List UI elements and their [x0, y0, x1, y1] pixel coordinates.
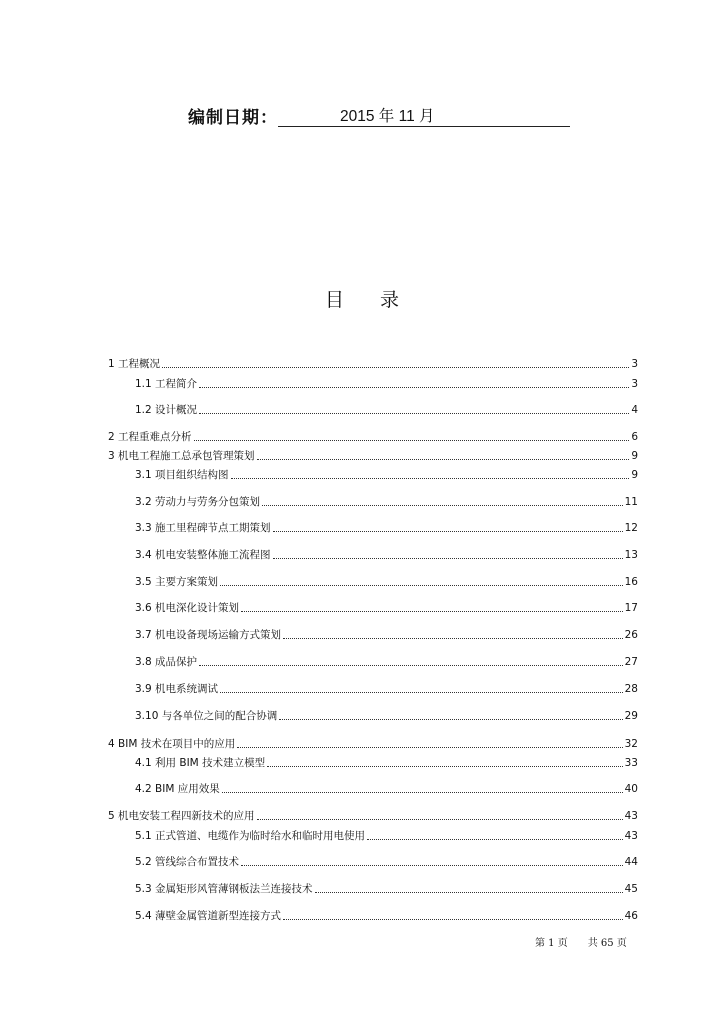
- current-page-number: 第 1 页: [535, 938, 568, 949]
- toc-title: [0, 288, 724, 312]
- toc-entry[interactable]: [135, 628, 638, 642]
- toc-entry-page: 40: [624, 783, 638, 795]
- toc-entry-page: 6: [631, 431, 638, 443]
- toc-entry-page: 28: [624, 683, 638, 695]
- toc-dot-leader: [273, 530, 623, 532]
- toc-entry[interactable]: [135, 601, 638, 615]
- toc-entry[interactable]: [135, 521, 638, 535]
- toc-dot-leader: [241, 610, 623, 612]
- toc-entry-label: 3.7 机电设备现场运输方式策划: [135, 629, 282, 641]
- toc-dot-leader: [279, 718, 622, 720]
- toc-entry[interactable]: [135, 495, 638, 509]
- toc-entry-page: 43: [624, 830, 638, 842]
- toc-entry-label: 1.2 设计概况: [135, 404, 198, 416]
- toc-entry-label: 3.8 成品保护: [135, 656, 198, 668]
- toc-entry-label: 4.2 BIM 应用效果: [135, 783, 220, 795]
- toc-entry-page: 9: [631, 469, 638, 481]
- toc-entry-label: 3.5 主要方案策划: [135, 576, 219, 588]
- toc-entry[interactable]: [135, 682, 638, 696]
- toc-entry[interactable]: [135, 575, 638, 589]
- toc-entry-label: 3 机电工程施工总承包管理策划: [108, 450, 255, 462]
- toc-entry[interactable]: [135, 377, 638, 391]
- toc-entry[interactable]: [108, 449, 638, 463]
- toc-entry[interactable]: [135, 829, 638, 843]
- toc-dot-leader: [241, 864, 623, 866]
- toc-entry[interactable]: [135, 709, 638, 723]
- toc-entry-label: 5.1 正式管道、电缆作为临时给水和临时用电使用: [135, 830, 366, 842]
- toc-entry-label: 5 机电安装工程四新技术的应用: [108, 810, 255, 822]
- toc-dot-leader: [237, 746, 622, 748]
- toc-entry-label: 4.1 利用 BIM 技术建立模型: [135, 757, 266, 769]
- toc-dot-leader: [199, 664, 623, 666]
- toc-entry-page: 32: [624, 738, 638, 750]
- toc-entry[interactable]: [108, 357, 638, 371]
- toc-dot-leader: [257, 818, 623, 820]
- toc-entry-page: 45: [624, 883, 638, 895]
- toc-entry[interactable]: [108, 430, 638, 444]
- toc-entry-page: 44: [624, 856, 638, 868]
- toc-entry[interactable]: [135, 882, 638, 896]
- toc-entry-page: 17: [624, 602, 638, 614]
- toc-entry-label: 1.1 工程简介: [135, 378, 198, 390]
- toc-dot-leader: [367, 838, 623, 840]
- toc-dot-leader: [199, 412, 629, 414]
- toc-dot-leader: [162, 366, 629, 368]
- toc-entry-label: 3.2 劳动力与劳务分包策划: [135, 496, 261, 508]
- toc-dot-leader: [262, 504, 623, 506]
- toc-entry-label: 3.10 与各单位之间的配合协调: [135, 710, 278, 722]
- toc-entry-page: 9: [631, 450, 638, 462]
- toc-dot-leader: [283, 918, 623, 920]
- toc-entry-label: 3.4 机电安装整体施工流程图: [135, 549, 271, 561]
- toc-entry-label: 2 工程重难点分析: [108, 431, 192, 443]
- toc-entry-page: 46: [624, 910, 638, 922]
- toc-entry-page: 26: [624, 629, 638, 641]
- toc-entry-page: 4: [631, 404, 638, 416]
- toc-entry[interactable]: [108, 737, 638, 751]
- toc-entry[interactable]: [135, 655, 638, 669]
- toc-entry-page: 3: [631, 358, 638, 370]
- toc-dot-leader: [194, 439, 630, 441]
- toc-entry-page: 27: [624, 656, 638, 668]
- toc-entry-label: 1 工程概况: [108, 358, 161, 370]
- toc-dot-leader: [257, 458, 630, 460]
- toc-dot-leader: [220, 584, 623, 586]
- toc-entry-page: 13: [624, 549, 638, 561]
- toc-dot-leader: [283, 637, 623, 639]
- toc-dot-leader: [273, 557, 623, 559]
- compile-date-label: 编制日期：: [188, 108, 278, 128]
- toc-entry-label: 5.2 管线综合布置技术: [135, 856, 240, 868]
- toc-entry[interactable]: [135, 548, 638, 562]
- toc-entry-page: 16: [624, 576, 638, 588]
- toc-dot-leader: [267, 765, 623, 767]
- toc-entry[interactable]: [135, 756, 638, 770]
- toc-entry-page: 43: [624, 810, 638, 822]
- toc-entry[interactable]: [108, 809, 638, 823]
- toc-title-char: 目: [324, 289, 344, 311]
- toc-entry-label: 4 BIM 技术在项目中的应用: [108, 738, 236, 750]
- page-footer: [535, 937, 627, 951]
- toc-entry-page: 12: [624, 522, 638, 534]
- toc-entry-label: 3.3 施工里程碑节点工期策划: [135, 522, 271, 534]
- toc-entry-page: 29: [624, 710, 638, 722]
- compile-date-field: [278, 107, 570, 127]
- toc-entry[interactable]: [135, 782, 638, 796]
- toc-entry[interactable]: [135, 909, 638, 923]
- toc-entry-label: 3.9 机电系统调试: [135, 683, 219, 695]
- toc-entry[interactable]: [135, 468, 638, 482]
- compile-date: [188, 107, 588, 131]
- toc-entry-label: 3.6 机电深化设计策划: [135, 602, 240, 614]
- total-page-count: 共 65 页: [587, 938, 627, 949]
- toc-entry-page: 3: [631, 378, 638, 390]
- toc-dot-leader: [315, 891, 623, 893]
- toc-entry-label: 5.3 金属矩形风管薄钢板法兰连接技术: [135, 883, 313, 895]
- toc-entry[interactable]: [135, 855, 638, 869]
- toc-dot-leader: [199, 386, 629, 388]
- toc-title-char: 录: [380, 289, 400, 311]
- toc-dot-leader: [231, 477, 630, 479]
- toc-entry-page: 11: [624, 496, 638, 508]
- toc-entry-label: 5.4 薄壁金属管道新型连接方式: [135, 910, 282, 922]
- toc-dot-leader: [222, 791, 623, 793]
- toc-entry-page: 33: [624, 757, 638, 769]
- compile-date-value: 2015 年 11 月: [340, 108, 435, 125]
- toc-entry-label: 3.1 项目组织结构图: [135, 469, 229, 481]
- toc-entry[interactable]: [135, 403, 638, 417]
- toc-dot-leader: [220, 691, 623, 693]
